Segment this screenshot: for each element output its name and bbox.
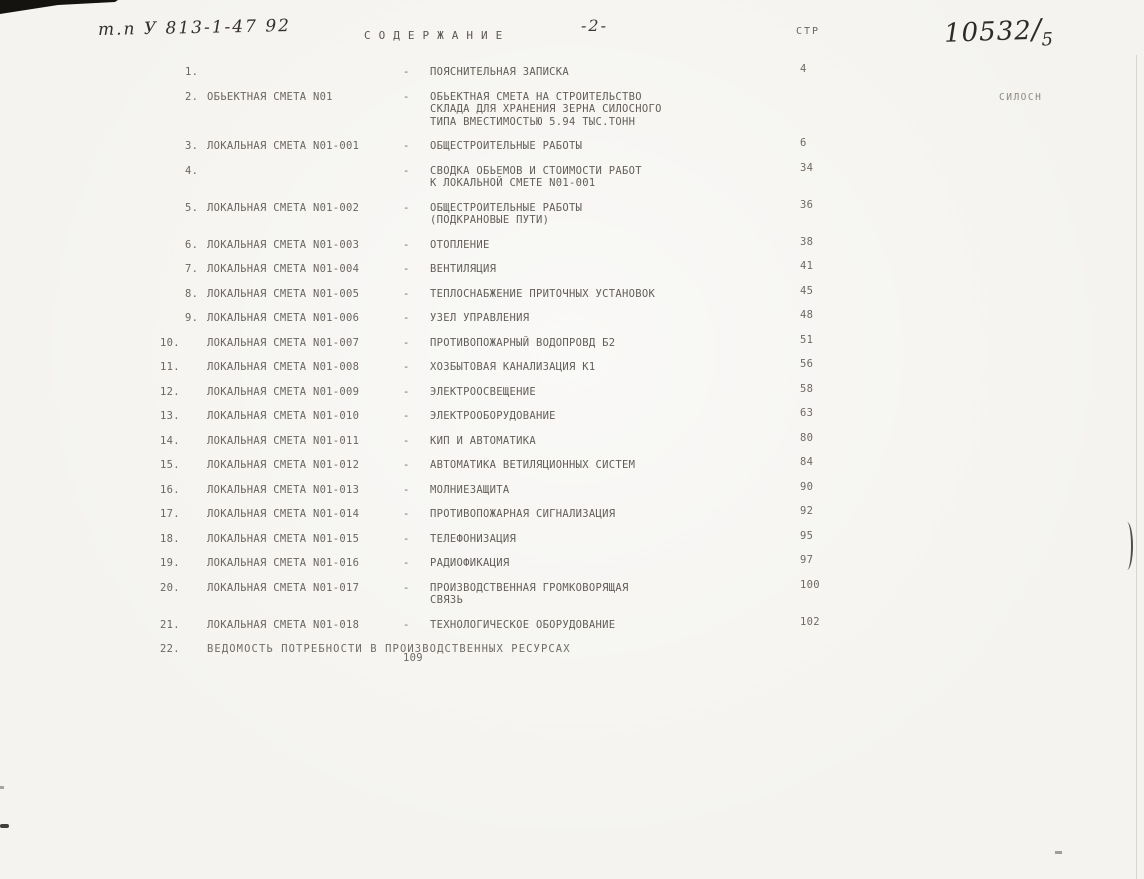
table-row [160,407,880,423]
row-page-number: 100 [800,578,820,591]
row-number: 9. [185,312,199,324]
row-page-number: 36 [800,198,814,211]
table-row [160,309,880,325]
row-right-line: ПРОТИВОПОЖАРНЫЙ ВОДОПРОВД Б2 [430,336,616,349]
scan-speck [0,786,4,789]
row-page-number: 38 [800,235,814,248]
scan-scratch-mark [1121,522,1133,570]
row-dash: - [403,164,410,177]
row-dash: - [403,201,410,214]
row-right-line: ОБЬЕКТНАЯ СМЕТА НА СТРОИТЕЛЬСТВО [430,90,642,103]
row-page-number: 48 [800,309,814,321]
row-dash: - [403,287,410,300]
row-page-number: 58 [800,382,814,395]
row-number: 5. [185,201,199,214]
row-left-title: ЛОКАЛЬНАЯ СМЕТА N01-016 [207,557,360,569]
row-right-line: ТЕХНОЛОГИЧЕСКОЕ ОБОРУДОВАНИЕ [430,618,616,631]
row-right-title [430,410,760,423]
row-right-title [430,312,760,325]
row-left-title: ЛОКАЛЬНАЯ СМЕТА N01-008 [207,361,360,373]
row-left-title: ЛОКАЛЬНАЯ СМЕТА N01-010 [207,410,360,422]
row-page-number: 41 [800,260,814,272]
row-dash: - [403,557,410,569]
row-right-title [430,165,760,190]
toc-rows [160,63,880,679]
row-right-line: СКЛАДА ДЛЯ ХРАНЕНИЯ ЗЕРНА СИЛОСНОГО [430,103,662,115]
row-right-title [430,202,760,227]
row-left-title: ЛОКАЛЬНАЯ СМЕТА N01-014 [207,508,360,520]
table-row [160,643,880,667]
row-dash: - [403,483,410,496]
stamp-denominator: 5 [1041,29,1054,51]
row-number: 17. [160,508,180,520]
row-page-number: 97 [800,554,814,566]
table-row [160,91,880,129]
row-page-number: 34 [800,161,814,174]
row-number: 1. [185,66,199,78]
row-right-line: ПРОТИВОПОЖАРНАЯ СИГНАЛИЗАЦИЯ [430,508,616,520]
row-left-title: ЛОКАЛЬНАЯ СМЕТА N01-013 [207,483,360,496]
row-right-line: ЭЛЕКТРООБОРУДОВАНИЕ [430,410,556,422]
table-row [160,529,880,546]
row-left-title: ЛОКАЛЬНАЯ СМЕТА N01-015 [207,532,360,545]
row-dash: - [403,263,410,275]
row-number: 16. [160,483,180,496]
row-number: 21. [160,618,180,631]
row-page-number: 102 [800,615,820,628]
row-right-line: ХОЗБЫТОВАЯ КАНАЛИЗАЦИЯ К1 [430,361,596,373]
row-page-number: 84 [800,456,814,468]
row-page-number: 95 [800,529,814,542]
table-row [160,161,880,190]
row-number: 10. [160,336,180,349]
row-right-title [430,386,760,399]
table-row [160,382,880,399]
row-right-title [430,484,760,497]
row-right-title [430,91,760,129]
row-page-number: 51 [800,333,814,346]
stamp-slash: / [1031,12,1042,46]
row-right-line: ТИПА ВМЕСТИМОСТЬЮ 5.94 ТЫС.ТОНН [430,115,636,128]
row-dash: - [403,532,410,545]
paper-edge-line [1136,55,1137,879]
table-row [160,198,880,227]
row-dash: - [403,618,410,631]
row-right-line: ПРОИЗВОДСТВЕННАЯ ГРОМКОВОРЯЩАЯ [430,581,629,594]
row-dash: - [403,361,410,373]
row-right-line: КИП И АВТОМАТИКА [430,434,536,447]
row-number: 11. [160,361,180,373]
row-number: 15. [160,459,180,471]
row-right-line: ОБЩЕСТРОИТЕЛЬНЫЕ РАБОТЫ [430,201,583,214]
row-left-title: ЛОКАЛЬНАЯ СМЕТА N01-011 [207,434,360,447]
table-row [160,578,880,607]
row-page-number: 63 [800,407,814,419]
row-left-title: ЛОКАЛЬНАЯ СМЕТА N01-005 [207,287,360,300]
row-right-line: ЭЛЕКТРООСВЕЩЕНИЕ [430,385,536,398]
row-page-number: 45 [800,284,814,297]
row-page-number: 90 [800,480,814,493]
row-right-line: РАДИОФИКАЦИЯ [430,557,510,569]
row-right-title [430,435,760,448]
row-number: 4. [185,164,199,177]
row-right-line: ТЕПЛОСНАБЖЕНИЕ ПРИТОЧНЫХ УСТАНОВОК [430,287,656,300]
row-page-number: 80 [800,431,814,444]
table-row [160,431,880,448]
row-left-title: ЛОКАЛЬНАЯ СМЕТА N01-012 [207,459,360,471]
row-right-title [430,459,760,472]
stamp-number: 10532 [943,15,1033,49]
row-number: 19. [160,557,180,569]
row-left-title: ЛОКАЛЬНАЯ СМЕТА N01-002 [207,201,360,214]
row-dash: - [403,90,410,103]
row-page-number: 6 [800,137,807,149]
scan-corner-artifact [0,0,118,15]
row-number: 6. [185,238,199,251]
row-dash: - [403,312,410,324]
row-dash: - [403,140,410,152]
row-number: 7. [185,263,199,275]
row-right-title [430,140,760,153]
row-right-title [430,288,760,301]
table-row [160,260,880,276]
page-title: СОДЕРЖАНИЕ [364,29,511,42]
row-right-title [430,263,760,276]
side-note: СИЛОСН [999,92,1043,103]
scan-speck [1055,851,1062,854]
row-right-title [430,508,760,521]
row-left-title: ВЕДОМОСТЬ ПОТРЕБНОСТИ В ПРОИЗВОДСТВЕННЫХ РЕСУРСАХ [207,643,571,655]
row-page-number: 109 [403,652,423,664]
row-dash: - [403,581,410,594]
table-row [160,63,880,79]
row-dash: - [403,336,410,349]
row-number: 2. [185,90,199,103]
row-right-line: АВТОМАТИКА ВЕТИЛЯЦИОННЫХ СИСТЕМ [430,459,636,471]
row-left-title: ЛОКАЛЬНАЯ СМЕТА N01-009 [207,385,360,398]
row-right-line: СВОДКА ОБЬЕМОВ И СТОИМОСТИ РАБОТ [430,164,642,177]
row-right-title [430,361,760,374]
row-dash: - [403,385,410,398]
row-left-title: ЛОКАЛЬНАЯ СМЕТА N01-003 [207,238,360,251]
row-left-title: ЛОКАЛЬНАЯ СМЕТА N01-018 [207,618,360,631]
table-row [160,235,880,252]
row-number: 14. [160,434,180,447]
row-left-title: ОБЬЕКТНАЯ СМЕТА N01 [207,90,333,103]
row-right-line: (ПОДКРАНОВЫЕ ПУТИ) [430,214,550,226]
row-right-title [430,337,760,350]
row-dash: - [403,238,410,251]
row-left-title: ЛОКАЛЬНАЯ СМЕТА N01-017 [207,581,360,594]
row-left-title: ЛОКАЛЬНАЯ СМЕТА N01-007 [207,336,360,349]
table-row [160,480,880,497]
row-right-line: УЗЕЛ УПРАВЛЕНИЯ [430,312,530,324]
row-number: 18. [160,532,180,545]
row-right-title [430,557,760,570]
row-number: 13. [160,410,180,422]
row-right-title [430,533,760,546]
table-row [160,554,880,570]
row-number: 8. [185,287,199,300]
row-dash: - [403,66,410,78]
row-left-title: ЛОКАЛЬНАЯ СМЕТА N01-006 [207,312,360,324]
row-right-line: ПОЯСНИТЕЛЬНАЯ ЗАПИСКА [430,66,570,78]
row-right-title [430,582,760,607]
row-dash: - [403,434,410,447]
table-row [160,333,880,350]
archive-stamp-handwritten [943,12,1053,49]
table-row [160,505,880,521]
row-number: 12. [160,385,180,398]
row-dash: - [403,410,410,422]
row-right-line: СВЯЗЬ [430,594,464,606]
table-row [160,456,880,472]
row-dash: - [403,508,410,520]
row-number: 3. [185,140,199,152]
row-right-line: МОЛНИЕЗАЩИТА [430,483,510,496]
row-right-line: ОБЩЕСТРОИТЕЛЬНЫЕ РАБОТЫ [430,140,583,152]
row-right-title [430,239,760,252]
row-page-number: 4 [800,63,807,75]
row-right-title [430,619,760,632]
scan-speck [0,824,9,828]
row-page-number: 56 [800,358,814,370]
table-row [160,615,880,632]
page-column-header: СТР [796,26,821,37]
row-left-title: ЛОКАЛЬНАЯ СМЕТА N01-004 [207,263,360,275]
row-right-title [430,66,760,79]
row-dash: - [403,459,410,471]
row-right-line: ВЕНТИЛЯЦИЯ [430,263,497,275]
row-right-line: ТЕЛЕФОНИЗАЦИЯ [430,532,517,545]
document-code-handwritten: т.п У 813-1-47 92 [97,15,292,41]
row-number: 22. [160,643,180,655]
page-number: -2- [581,16,608,35]
row-left-title: ЛОКАЛЬНАЯ СМЕТА N01-001 [207,140,360,152]
row-page-number: 92 [800,505,814,517]
row-number: 20. [160,581,180,594]
table-row [160,358,880,374]
row-right-line: К ЛОКАЛЬНОЙ СМЕТЕ N01-001 [430,177,596,189]
table-row [160,137,880,153]
row-right-line: ОТОПЛЕНИЕ [430,238,490,251]
table-row [160,284,880,301]
